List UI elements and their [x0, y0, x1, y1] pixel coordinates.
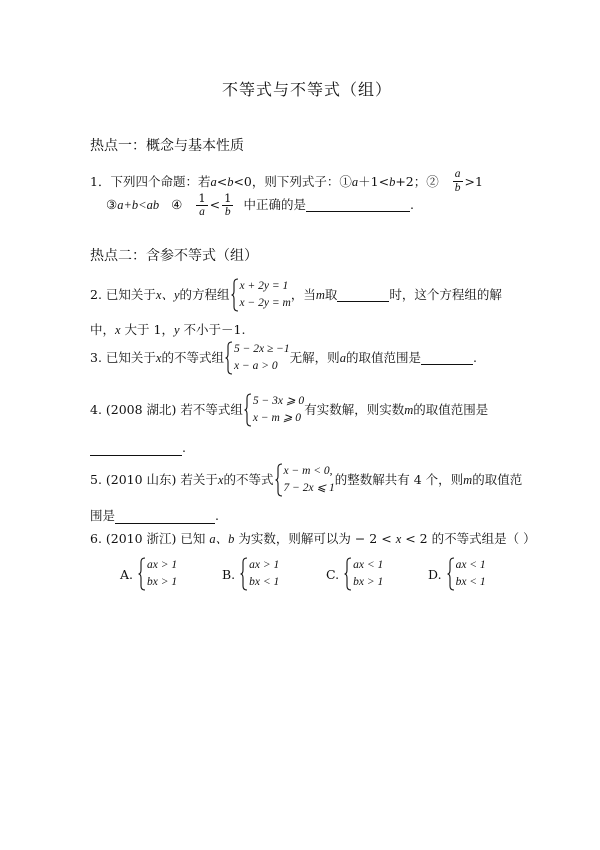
q5-line2: 围是 [90, 508, 116, 523]
choice-c-letter: C. [326, 566, 340, 582]
q3-ineq1: 5 − 2x ≥ −1 [233, 343, 290, 355]
brace-icon [244, 393, 252, 427]
q4-ineq2: x − m ⩾ 0 [252, 412, 301, 424]
choice-b-system [249, 557, 279, 591]
choice-c-line2: bx > 1 [353, 576, 384, 588]
q4-system [253, 393, 304, 427]
q6-lead: 6. (2010 浙江) 已知 [90, 531, 210, 546]
brace-icon [225, 341, 233, 375]
q2-line2-a: 中， [90, 322, 116, 337]
choice-d-letter: D. [428, 566, 442, 582]
q6-vars: a、b [209, 532, 235, 546]
choice-d-line1: ax < 1 [455, 559, 486, 571]
q2-line2-x: x [115, 323, 121, 337]
q5-m: m [463, 473, 473, 487]
q5-answer-blank[interactable] [115, 511, 215, 524]
q3-mid: 的不等式组 [161, 350, 224, 365]
q2-eq1: x + 2y = 1 [239, 280, 289, 292]
choice-b-line1: ax > 1 [249, 559, 280, 571]
q1-item2-fraction [453, 168, 463, 195]
q1-item4-num-right: 1 [224, 190, 232, 205]
q5-ineq1: x − m < 0, [283, 465, 333, 477]
q1-item1-b: b [389, 174, 396, 189]
q5-lead: 5. (2010 山东) 若关于 [90, 472, 218, 487]
q2-line2-y: y [173, 323, 180, 337]
q2-m: m [315, 288, 325, 302]
q1-end: . [409, 197, 414, 212]
q6-x: x [395, 532, 402, 546]
q1-item4-den-right: b [224, 205, 231, 218]
q1-cond-b: b [227, 174, 234, 189]
q5-mid: 的不等式 [223, 472, 274, 487]
question-4-line-1 [90, 392, 488, 428]
q1-item2-den: b [454, 182, 461, 194]
choice-d-system [456, 557, 486, 591]
q2-lead: 2. 已知关于 [90, 287, 156, 302]
q2-mid: 的方程组 [179, 287, 230, 302]
q1-cond-tail: <0，则下列式子：① [233, 173, 352, 189]
q1-item1-rest: ＋1< [358, 173, 390, 189]
question-4-line-2 [90, 440, 186, 456]
brace-icon [138, 557, 146, 591]
q3-answer-blank[interactable] [421, 352, 473, 365]
q4-m: m [404, 403, 414, 417]
q2-vars: x、y [155, 288, 180, 302]
q3-x: x [155, 351, 162, 365]
q6-tail: < 2 的不等式组是（ ） [401, 531, 536, 546]
q1-tail: 中正确的是 [243, 197, 306, 212]
question-2-line-2 [90, 322, 245, 338]
q4-after2: 的取值范围是 [413, 402, 489, 417]
choice-a-line1: ax > 1 [147, 559, 178, 571]
q5-system [284, 463, 335, 497]
question-6 [90, 531, 536, 547]
q1-cond-a: a [210, 174, 217, 189]
q1-item4-left-fraction [196, 192, 207, 219]
q1-item4-rel: < [209, 197, 221, 212]
q1-item1-end: +2；② [395, 173, 439, 189]
q6-mid: 为实数，则解可以为 − 2 < [234, 531, 396, 546]
q1-item3-mark: ③ [106, 197, 118, 212]
q5-after2: 的取值范 [472, 472, 523, 487]
brace-icon [447, 557, 455, 591]
q5-x: x [217, 473, 224, 487]
q2-after3: 时，这个方程组的解 [389, 287, 502, 302]
question-1-line-2 [106, 190, 414, 220]
q2-eq2: x − 2y = m [239, 297, 291, 309]
question-5-line-2 [90, 508, 219, 524]
q4-end: . [182, 440, 186, 455]
q5-end: . [215, 508, 219, 523]
q3-ineq2: x − a > 0 [233, 360, 278, 372]
choice-b-letter: B. [222, 566, 236, 582]
q5-ineq2: 7 − 2x ⩽ 1 [283, 482, 335, 494]
q4-ineq1: 5 − 3x ⩾ 0 [252, 395, 305, 407]
choice-c-system [353, 557, 383, 591]
brace-icon [275, 463, 283, 497]
q3-system [234, 341, 290, 375]
q1-lead: 1．下列四个命题：若 [90, 173, 211, 189]
q2-system [240, 278, 291, 312]
q1-item4-num-left: 1 [198, 190, 206, 205]
q2-after: ，当 [290, 287, 316, 302]
choice-b-line2: bx < 1 [249, 576, 280, 588]
q3-a: a [339, 351, 346, 365]
q2-answer-blank[interactable] [337, 289, 389, 302]
choice-a-system [147, 557, 177, 591]
q2-after2: 取 [324, 287, 338, 302]
q4-after: 有实数解，则实数 [304, 402, 405, 417]
page-title: 不等式与不等式（组） [222, 80, 393, 99]
q1-item2-num: a [454, 168, 461, 180]
q1-item4-mark: ④ [171, 197, 183, 212]
question-3 [90, 340, 477, 376]
section-heading-2: 热点二：含参不等式（组） [90, 248, 258, 264]
q1-item4-right-fraction [222, 192, 233, 219]
q1-item4-den-left: a [199, 205, 205, 218]
brace-icon [231, 278, 239, 312]
brace-icon [344, 557, 352, 591]
choice-b[interactable] [222, 557, 279, 591]
q2-line2-c: 不小于－1. [179, 322, 246, 337]
q4-answer-blank[interactable] [90, 443, 182, 456]
section-heading-1: 热点一：概念与基本性质 [90, 138, 244, 154]
q1-answer-blank[interactable] [306, 199, 410, 212]
choice-a[interactable] [120, 557, 177, 591]
q2-line2-b: 大于 1， [120, 322, 174, 337]
q1-item1-a: a [351, 174, 359, 189]
q3-after: 无解，则 [289, 350, 340, 365]
q3-after2: 的取值范围是 [345, 350, 421, 365]
choice-c-line1: ax < 1 [353, 559, 384, 571]
choice-d[interactable] [428, 557, 486, 591]
q1-item3-expr: a+b<ab [117, 198, 160, 212]
question-5-line-1 [90, 462, 522, 498]
q1-cond-mid: < [216, 173, 228, 189]
choice-c[interactable] [326, 557, 383, 591]
question-2-line-1 [90, 277, 502, 313]
q4-lead: 4. (2008 湖北) 若不等式组 [90, 402, 243, 417]
q3-lead: 3. 已知关于 [90, 350, 156, 365]
q5-after: 的整数解共有 4 个，则 [334, 472, 464, 487]
brace-icon [240, 557, 248, 591]
choice-a-line2: bx > 1 [147, 576, 178, 588]
q3-end: . [472, 350, 477, 365]
q1-item2-rel: >1 [464, 173, 483, 189]
choice-a-letter: A. [120, 566, 134, 582]
choice-d-line2: bx < 1 [455, 576, 486, 588]
